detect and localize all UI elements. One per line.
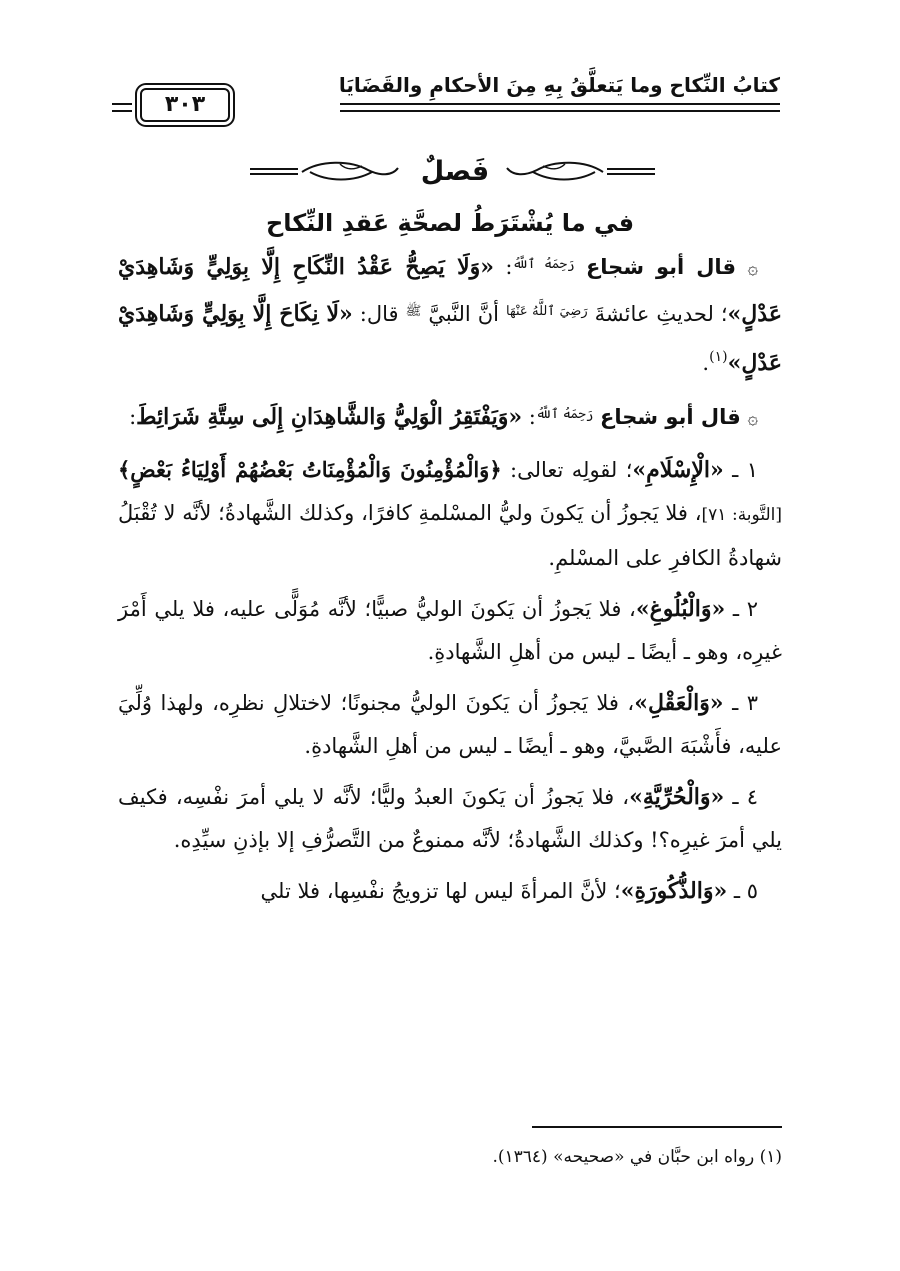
condition-3	[118, 682, 782, 768]
quran-verse: ﴿وَالْمُؤْمِنُونَ وَالْمُؤْمِنَاتُ بَعْضُهُمْ أَوْلِيَاءُ بَعْضٍ﴾	[118, 457, 502, 482]
flower-icon: ۞	[747, 258, 758, 279]
condition-4	[118, 776, 782, 862]
right-ornament-icon	[505, 158, 655, 184]
condition-term: «وَالذُّكُورَةِ»	[620, 878, 728, 904]
honorific: رَحِمَهُ ٱللَّهُ	[512, 257, 575, 272]
condition-1	[118, 448, 782, 580]
paragraph-2	[118, 393, 782, 440]
condition-term: «وَالْبُلُوغِ»	[635, 596, 726, 622]
colon: :	[505, 255, 513, 279]
honorific: رَضِيَ ٱللَّهُ عَنْهَا	[506, 304, 588, 319]
paragraph-text: ؛ لحديثِ عائشةَ	[594, 302, 728, 326]
honorific: رَحِمَهُ ٱللَّهُ	[535, 407, 594, 422]
section-subtitle: في ما يُشْتَرَطُ لصحَّةِ عَقدِ النِّكاح	[265, 209, 635, 237]
paragraph-text: ؛ لأنَّ المرأةَ ليس لها تزويجُ نفْسِها، فلا تلي	[260, 879, 621, 903]
speaker-label: قال أبو شجاع	[600, 405, 741, 429]
speaker-label: قال أبو شجاع	[585, 255, 737, 279]
paragraph-1	[118, 243, 782, 385]
condition-number: ٢ ـ	[732, 597, 758, 621]
paragraph-text: قال:	[359, 302, 399, 326]
flower-icon: ۞	[747, 408, 758, 429]
period: .	[702, 351, 710, 375]
page-number: ٣٠٣	[140, 88, 230, 122]
colon: :	[129, 405, 137, 429]
paragraph-text: ، فلا يَجوزُ أن يَكونَ الوليُّ مجنونًا؛ لاختلالِ نظرِه، ولهذا وُلِّيَ عليه، فأَشْبَهَ الصَّبيَّ، وهو ـ أيضًا ـ ليس من أهلِ الشَّهادةِ.	[118, 691, 782, 758]
section-heading	[0, 150, 900, 194]
condition-term: «وَالْحُرِّيَّةِ»	[629, 784, 725, 810]
condition-number: ٤ ـ	[732, 785, 758, 809]
footnote-marker: (١)	[709, 349, 728, 365]
matn-quote: «وَيَفْتَقِرُ الْوَلِيُّ وَالشَّاهِدَانِ إِلَى سِتَّةِ شَرَائِطَ	[136, 404, 523, 430]
matn-quote: «وَلَا يَصِحُّ عَقْدُ النِّكَاحِ إِلَّا بِوَلِيٍّ وَشَاهِدَيْ عَدْلٍ»	[118, 254, 782, 327]
footnote-number: (١)	[759, 1147, 782, 1167]
footnote	[118, 1140, 782, 1174]
paragraph-text: ، فلا يَجوزُ أن يَكونَ الوليُّ صبيًّا؛ لأنَّه مُوَلًّى عليه، فلا يلي أَمْرَ غيرِه، وهو ـ أيضًا ـ ليس من أهلِ الشَّهادةِ.	[118, 597, 782, 664]
colon: :	[528, 405, 536, 429]
running-header-title: كتابُ النِّكاح وما يَتعلَّقُ بِهِ مِنَ الأحكامِ والقَضَايَا	[338, 73, 780, 97]
paragraph-text: ؛ لقولِه تعالى:	[510, 458, 633, 482]
condition-number: ١ ـ	[732, 458, 758, 482]
condition-number: ٣ ـ	[732, 691, 758, 715]
footnote-divider	[532, 1126, 782, 1128]
condition-term: «وَالْعَقْلِ»	[634, 690, 724, 716]
hadith-quote: «لَا نِكَاحَ إِلَّا بِوَلِيٍّ وَشَاهِدَيْ عَدْلٍ»	[118, 301, 782, 376]
paragraph-text: ، فلا يَجوزُ أن يَكونَ العبدُ وليًّا؛ لأنَّه لا يلي أمرَ نفْسِه، فكيف يلي أمرَ غيرِه؟! وكذلك الشَّهادةُ؛ لأنَّه ممنوعٌ من التَّصرُّفِ إلا بإذنِ سيِّدِه.	[118, 785, 782, 852]
paragraph-text: ، فلا يَجوزُ أن يَكونَ وليُّ المسْلمةِ كافرًا، وكذلك الشَّهادةُ؛ لأنَّه لا تُقْبَلُ شهادةُ الكافرِ على المسْلمِ.	[118, 501, 782, 570]
left-ornament-icon	[250, 158, 400, 184]
section-heading-label: فَصلٌ	[420, 156, 490, 187]
footnote-text: رواه ابن حبَّان في «صحيحه» (١٣٦٤).	[492, 1147, 755, 1167]
condition-term: «الْإِسْلَامِ»	[632, 457, 724, 483]
condition-5	[118, 870, 782, 913]
header-double-rule	[340, 103, 780, 112]
condition-number: ٥ ـ	[733, 879, 758, 903]
header-double-rule-left	[112, 103, 132, 112]
body-text	[118, 243, 782, 921]
condition-2	[118, 588, 782, 674]
paragraph-text: أنَّ النَّبيَّ	[428, 302, 500, 326]
honorific: ﷺ	[405, 304, 422, 319]
verse-reference: [التَّوبة: ٧١]	[701, 505, 782, 525]
